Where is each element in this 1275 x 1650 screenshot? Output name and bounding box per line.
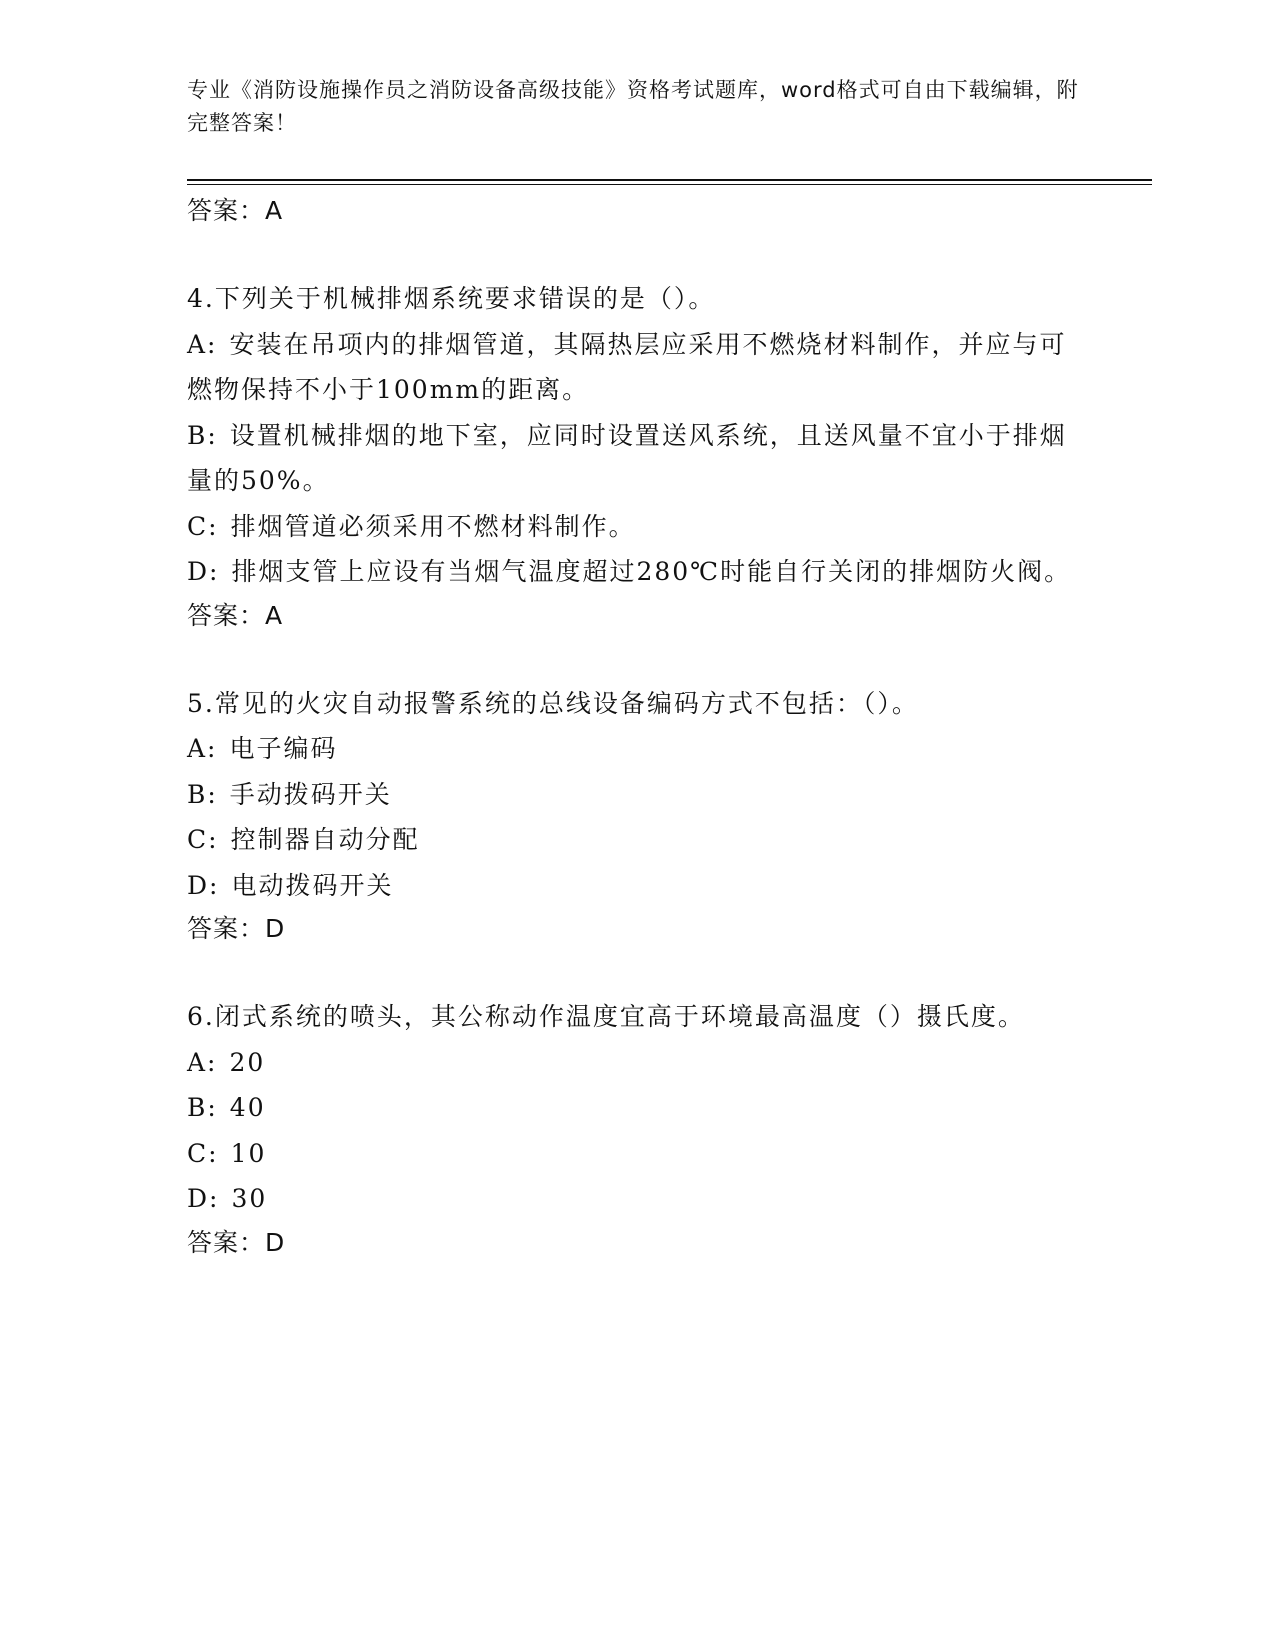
option-d [187, 549, 1087, 595]
answer-line: 答案：A [187, 600, 284, 630]
option-text: 30 [231, 1184, 268, 1213]
option-letter: B: [187, 779, 218, 809]
question-block [187, 994, 1087, 1264]
option-letter: B: [187, 1093, 218, 1122]
question-block [187, 276, 1087, 637]
question-stem: 6.闭式系统的喷头，其公称动作温度宜高于环境最高温度（）摄氏度。 [187, 1002, 1025, 1031]
option-d [187, 863, 1087, 909]
option-text: 设置机械排烟的地下室，应同时设置送风系统，且送风量不宜小于排烟量的50%。 [187, 420, 1067, 495]
question-list [187, 190, 1087, 1264]
question-stem: 4.下列关于机械排烟系统要求错误的是（）。 [187, 284, 716, 313]
answer-line: 答案：D [187, 914, 286, 943]
option-text: 10 [230, 1138, 267, 1168]
option-b [187, 772, 1087, 818]
option-c [187, 504, 1087, 550]
option-letter: A: [187, 1047, 218, 1077]
option-letter: A: [187, 329, 218, 359]
option-d [187, 1176, 1087, 1222]
option-c [187, 1131, 1087, 1177]
option-letter: C: [187, 511, 219, 541]
option-text: 排烟管道必须采用不燃材料制作。 [230, 511, 636, 541]
option-letter: D: [187, 557, 220, 586]
option-text: 手动拨码开关 [229, 779, 392, 809]
option-letter: D: [187, 870, 220, 900]
option-a [187, 322, 1087, 413]
option-text: 电动拨码开关 [231, 870, 394, 900]
option-c [187, 817, 1087, 863]
option-text: 电子编码 [229, 734, 338, 763]
option-a [187, 726, 1087, 772]
answer-line: 答案：A [187, 196, 284, 225]
option-letter: C: [187, 1138, 219, 1168]
option-b [187, 1085, 1087, 1131]
option-letter: D: [187, 1184, 220, 1213]
option-text: 控制器自动分配 [230, 825, 420, 854]
option-text: 安装在吊项内的排烟管道，其隔热层应采用不燃烧材料制作，并应与可燃物保持不小于100mm的距离。 [187, 329, 1067, 404]
option-a [187, 1040, 1087, 1086]
option-text: 40 [229, 1093, 266, 1122]
header-rule-thin [187, 184, 1152, 185]
header-rule-thick [187, 179, 1152, 181]
option-letter: A: [187, 734, 218, 763]
question-block [187, 681, 1087, 951]
option-letter: C: [187, 825, 219, 854]
document-header: 专业《消防设施操作员之消防设备高级技能》资格考试题库，word格式可自由下载编辑，附完整答案！ [187, 78, 1079, 135]
option-b [187, 413, 1087, 504]
option-letter: B: [187, 420, 218, 450]
option-text: 20 [229, 1047, 266, 1077]
question-stem: 5.常见的火灾自动报警系统的总线设备编码方式不包括：（）。 [187, 688, 919, 718]
answer-line: 答案：D [187, 1227, 286, 1257]
option-text: 排烟支管上应设有当烟气温度超过280℃时能自行关闭的排烟防火阀。 [231, 557, 1072, 586]
